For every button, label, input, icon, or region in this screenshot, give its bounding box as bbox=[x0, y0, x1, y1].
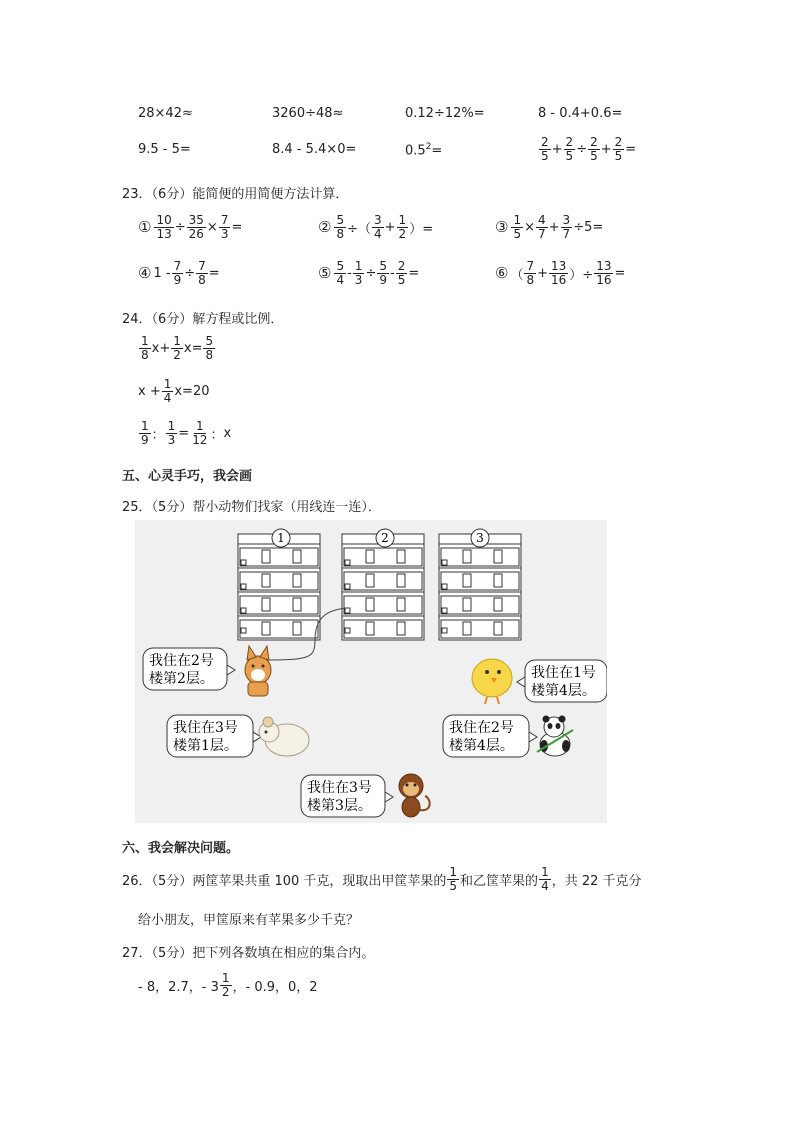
oral-calc-6: 8.4 - 5.4×0= bbox=[272, 142, 357, 157]
oral-calc-1: 28×42≈ bbox=[138, 106, 193, 121]
svg-text:楼第2层。: 楼第2层。 bbox=[149, 671, 214, 687]
fox-icon bbox=[245, 646, 271, 696]
q25-title: 25．（5分）帮小动物们找家（用线连一连）． bbox=[122, 500, 381, 515]
building-2-number: 2 bbox=[381, 531, 389, 545]
q24-eq-1: $\frac{1}{8}$ x+ $\frac{1}{2}$ x= $\frac{5}{8}$ bbox=[141, 334, 214, 362]
svg-text:楼第1层。: 楼第1层。 bbox=[173, 738, 238, 754]
sheep-bubble bbox=[167, 715, 261, 757]
oral-calc-7: $0.5^2=$ bbox=[405, 142, 443, 159]
monkey-icon bbox=[399, 774, 430, 817]
oral-calc-4: 8 - 0.4+0.6= bbox=[538, 106, 623, 121]
svg-text:楼第4层。: 楼第4层。 bbox=[531, 683, 596, 699]
section-6-heading: 六、我会解决问题。 bbox=[122, 841, 240, 856]
q23-item-6: ⑥ （ $\frac{7}{8}$ + $\frac{13}{16}$ ）÷ $\frac{13}{16}$ = bbox=[495, 259, 626, 287]
q23-title: 23．（6分）能简便的用简便方法计算． bbox=[122, 187, 349, 202]
animal-home-illustration bbox=[135, 520, 607, 823]
building-3-number: 3 bbox=[476, 531, 484, 545]
oral-calc-3: 0.12÷12%= bbox=[405, 106, 485, 121]
fox-bubble bbox=[143, 648, 235, 690]
svg-text:我住在3号: 我住在3号 bbox=[173, 720, 238, 736]
panda-icon bbox=[537, 716, 573, 757]
oral-calc-5: 9.5 - 5= bbox=[138, 142, 191, 157]
q26-line-1: 26．（5分）两筐苹果共重 100 千克，现取出甲筐苹果的 $\frac{1}{5}$ 和乙筐苹果的 $\frac{1}{4}$ ，共 22 千克分 bbox=[122, 865, 642, 893]
q26-line-2: 给小朋友，甲筐原来有苹果多少千克？ bbox=[138, 913, 360, 928]
q23-item-5: ⑤ $\frac{5}{4}$ - $\frac{1}{3}$ ÷ $\frac{5}{9}$ - $\frac{2}{5}$ = bbox=[318, 259, 420, 287]
q24-eq-2: x + $\frac{1}{4}$ x=20 bbox=[138, 377, 210, 405]
q23-item-1: ① $\frac{10}{13}$ ÷ $\frac{35}{26}$ × $\frac{7}{3}$ = bbox=[138, 213, 243, 241]
svg-text:我住在1号: 我住在1号 bbox=[531, 665, 596, 681]
q24-title: 24．（6分）解方程或比例． bbox=[122, 312, 284, 327]
chick-icon bbox=[472, 659, 512, 704]
q23-item-2: ② $\frac{5}{8}$ ÷（ $\frac{3}{4}$ + $\frac{1}{2}$ ）= bbox=[318, 213, 434, 241]
q23-item-3: ③ $\frac{1}{5}$ × $\frac{4}{7}$ + $\frac{3}{7}$ ÷5= bbox=[495, 213, 604, 241]
q27-title: 27．（5分）把下列各数填在相应的集合内。 bbox=[122, 946, 375, 961]
q27-numbers: - 8，2.7，- 3 $\frac{1}{2}$ ，- 0.9，0，2 bbox=[138, 971, 318, 999]
svg-text:我住在2号: 我住在2号 bbox=[149, 653, 214, 669]
building-3 bbox=[439, 529, 521, 640]
building-1 bbox=[238, 529, 320, 640]
svg-text:楼第4层。: 楼第4层。 bbox=[449, 738, 514, 754]
svg-text:我住在3号: 我住在3号 bbox=[307, 780, 372, 796]
oral-calc-8: $\frac{2}{5}$ + $\frac{2}{5}$ ÷ $\frac{2}{5}$ + $\frac{2}{5}$ = bbox=[541, 135, 637, 163]
building-1-number: 1 bbox=[277, 531, 285, 545]
oral-calc-2: 3260÷48≈ bbox=[272, 106, 344, 121]
q23-item-4: ④ 1 - $\frac{7}{9}$ ÷ $\frac{7}{8}$ = bbox=[138, 259, 220, 287]
monkey-bubble bbox=[301, 775, 393, 817]
section-5-heading: 五、心灵手巧，我会画 bbox=[122, 469, 253, 484]
q24-eq-3: $\frac{1}{9}$ ： $\frac{1}{3}$ = $\frac{1}{12}$ ： x bbox=[141, 419, 232, 447]
svg-text:楼第3层。: 楼第3层。 bbox=[307, 798, 372, 814]
building-2 bbox=[342, 529, 424, 640]
chick-bubble bbox=[517, 660, 607, 702]
svg-text:我住在2号: 我住在2号 bbox=[449, 720, 514, 736]
panda-bubble bbox=[443, 715, 537, 757]
sheep-icon bbox=[259, 717, 309, 756]
